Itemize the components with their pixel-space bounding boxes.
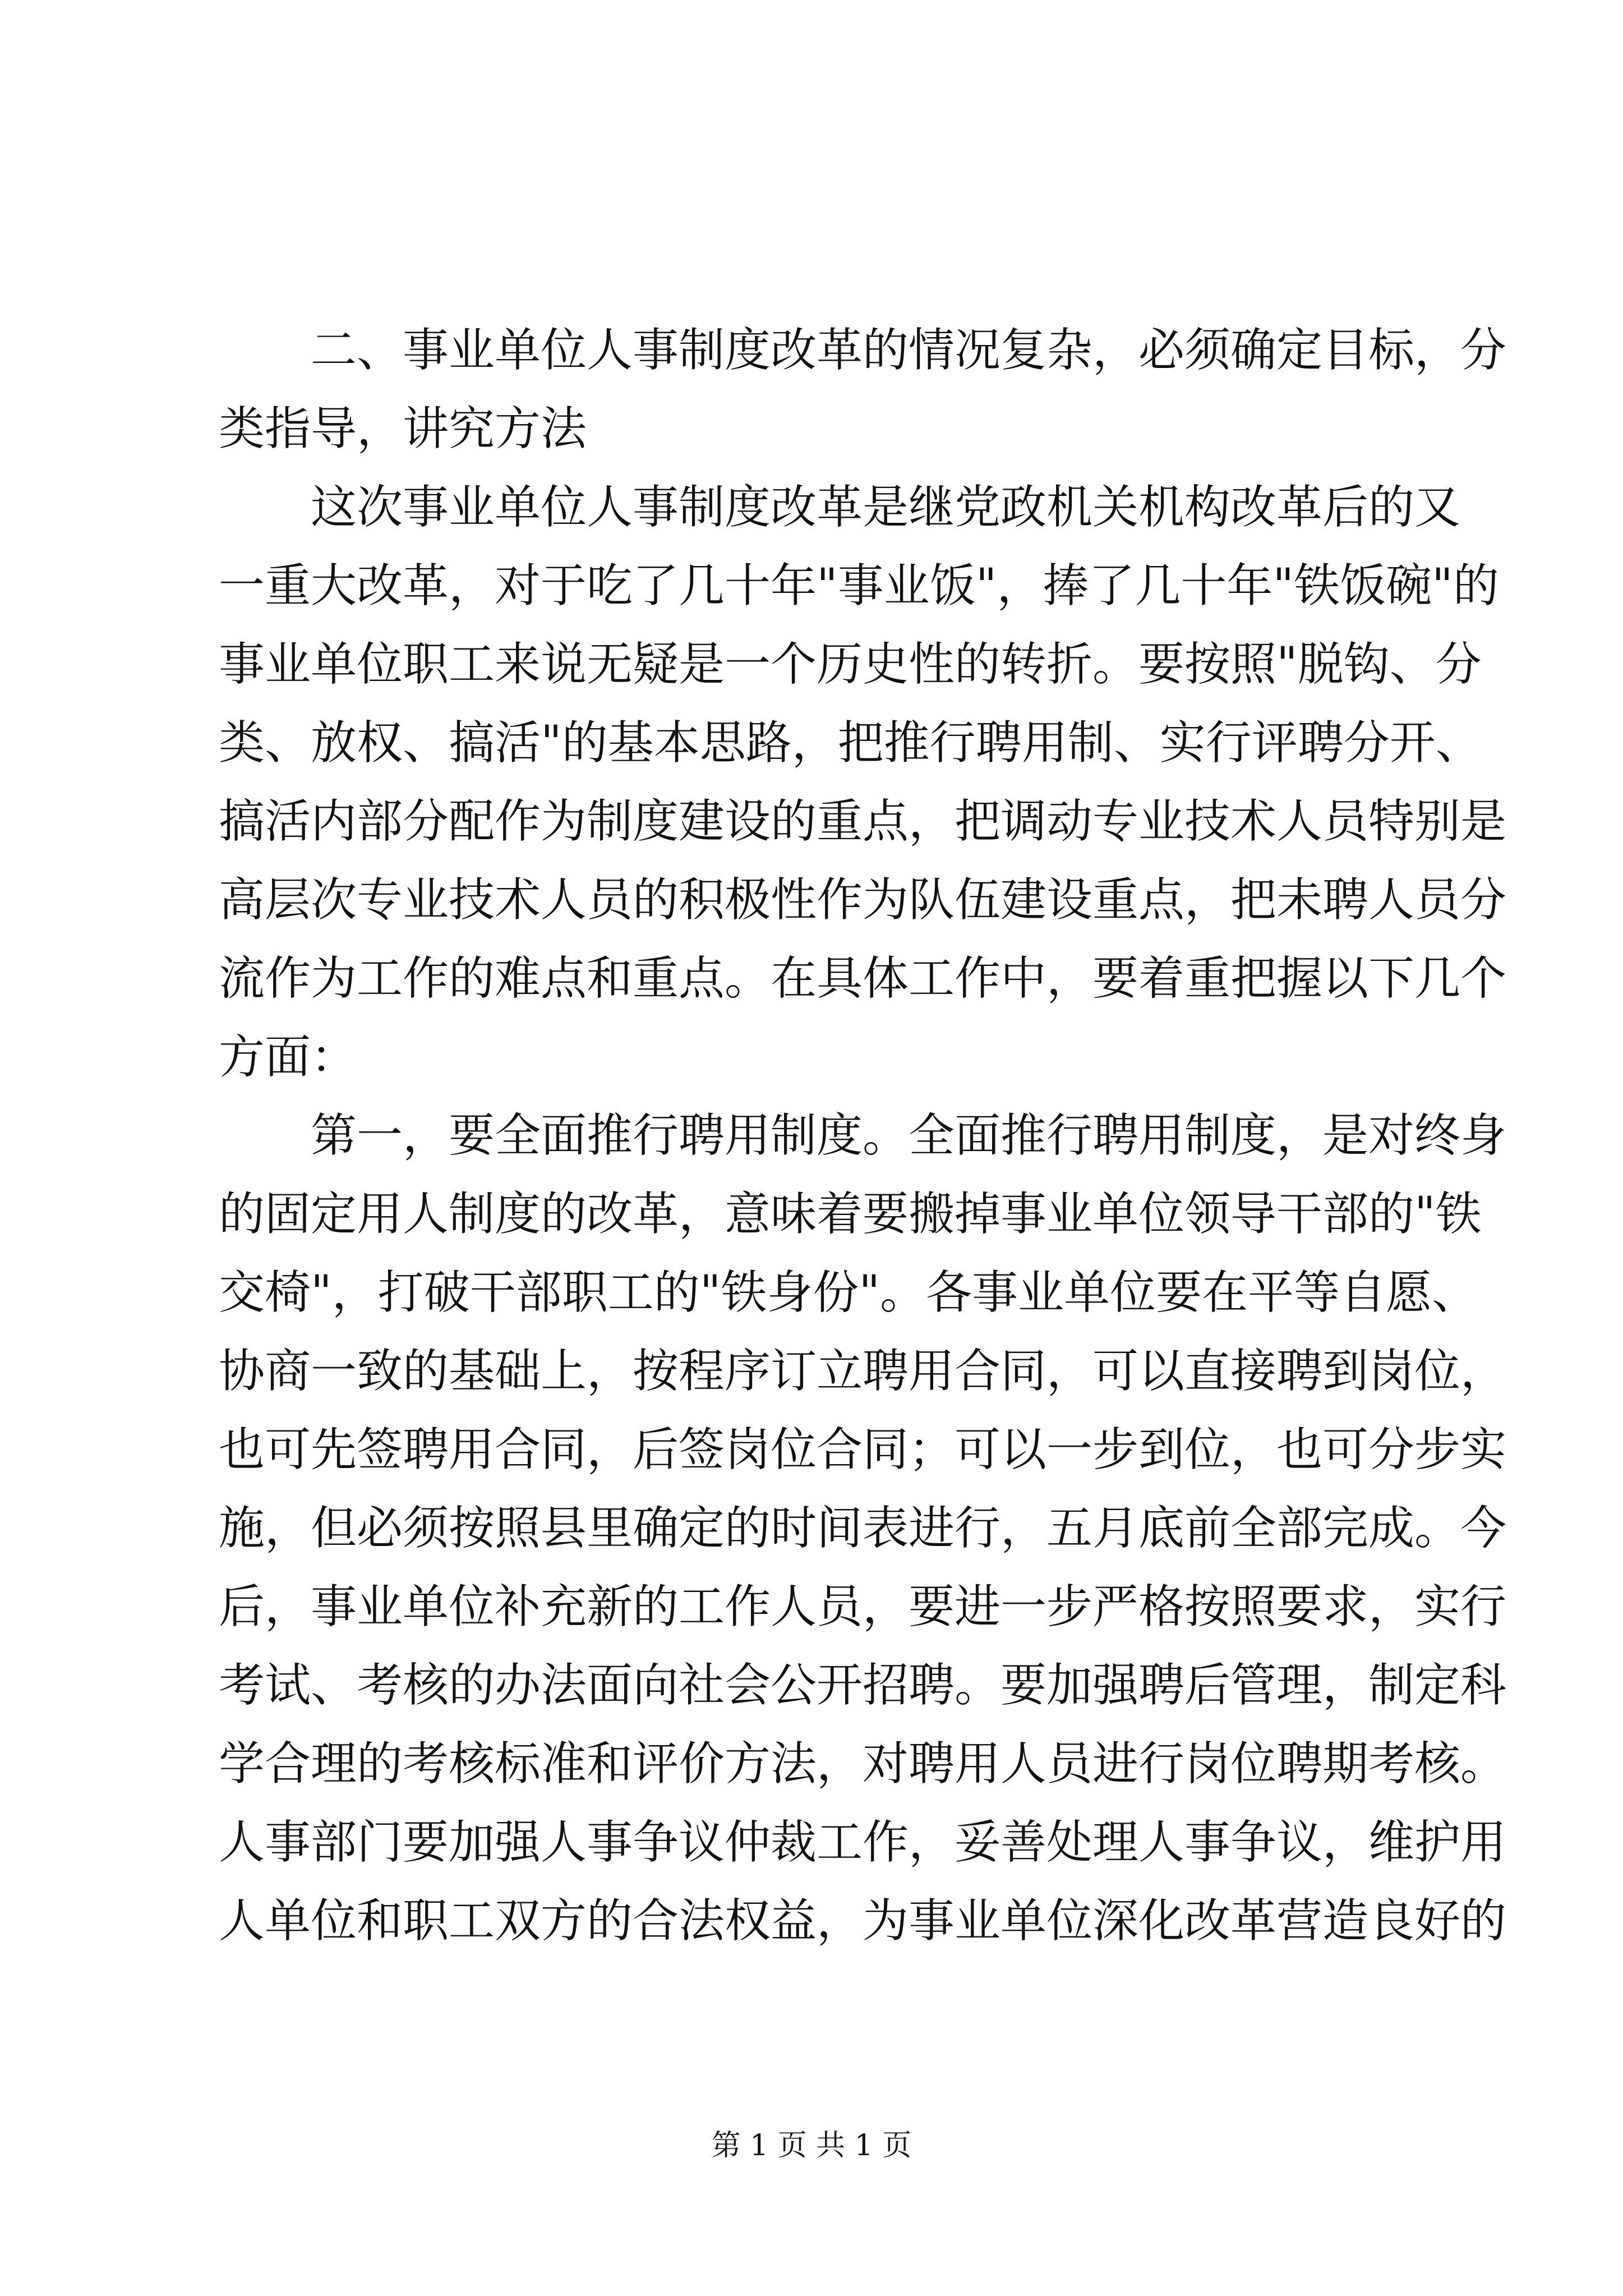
- text-line: 事业单位职工来说无疑是一个历史性的转折。要按照"脱钩、分: [219, 638, 1482, 691]
- text-line: 方面：: [219, 1030, 357, 1084]
- text-line: 这次事业单位人事制度改革是继党政机关机构改革后的又: [311, 481, 1461, 534]
- text-line: 流作为工作的难点和重点。在具体工作中，要着重把握以下几个: [219, 952, 1507, 1005]
- text-line: 考试、考核的办法面向社会公开招聘。要加强聘后管理，制定科: [219, 1659, 1507, 1712]
- text-line: 二、事业单位人事制度改革的情况复杂，必须确定目标，分: [311, 324, 1507, 377]
- text-line: 高层次专业技术人员的积极性作为队伍建设重点，把未聘人员分: [219, 873, 1507, 927]
- text-line: 施，但必须按照县里确定的时间表进行，五月底前全部完成。今: [219, 1502, 1507, 1555]
- text-line: 类指导，讲究方法: [219, 402, 587, 455]
- text-line: 的固定用人制度的改革，意味着要搬掉事业单位领导干部的"铁: [219, 1188, 1482, 1241]
- text-line: 搞活内部分配作为制度建设的重点，把调动专业技术人员特别是: [219, 795, 1507, 848]
- page-number-footer: 第 1 页 共 1 页: [711, 2129, 912, 2162]
- text-line: 学合理的考核标准和评价方法，对聘用人员进行岗位聘期考核。: [219, 1737, 1507, 1791]
- document-body: [219, 311, 1507, 1961]
- text-line: 第一，要全面推行聘用制度。全面推行聘用制度，是对终身: [311, 1109, 1507, 1162]
- text-line: 人单位和职工双方的合法权益，为事业单位深化改革营造良好的: [219, 1894, 1507, 1948]
- text-line: 后，事业单位补充新的工作人员，要进一步严格按照要求，实行: [219, 1580, 1507, 1634]
- text-line: 一重大改革，对于吃了几十年"事业饭"，捧了几十年"铁饭碗"的: [219, 559, 1499, 613]
- text-line: 交椅"，打破干部职工的"铁身份"。各事业单位要在平等自愿、: [219, 1266, 1478, 1319]
- text-line: 类、放权、搞活"的基本思路，把推行聘用制、实行评聘分开、: [219, 716, 1482, 770]
- text-line: 也可先签聘用合同，后签岗位合同；可以一步到位，也可分步实: [219, 1423, 1507, 1476]
- text-line: 协商一致的基础上，按程序订立聘用合同，可以直接聘到岗位，: [219, 1345, 1507, 1398]
- text-line: 人事部门要加强人事争议仲裁工作，妥善处理人事争议，维护用: [219, 1816, 1507, 1869]
